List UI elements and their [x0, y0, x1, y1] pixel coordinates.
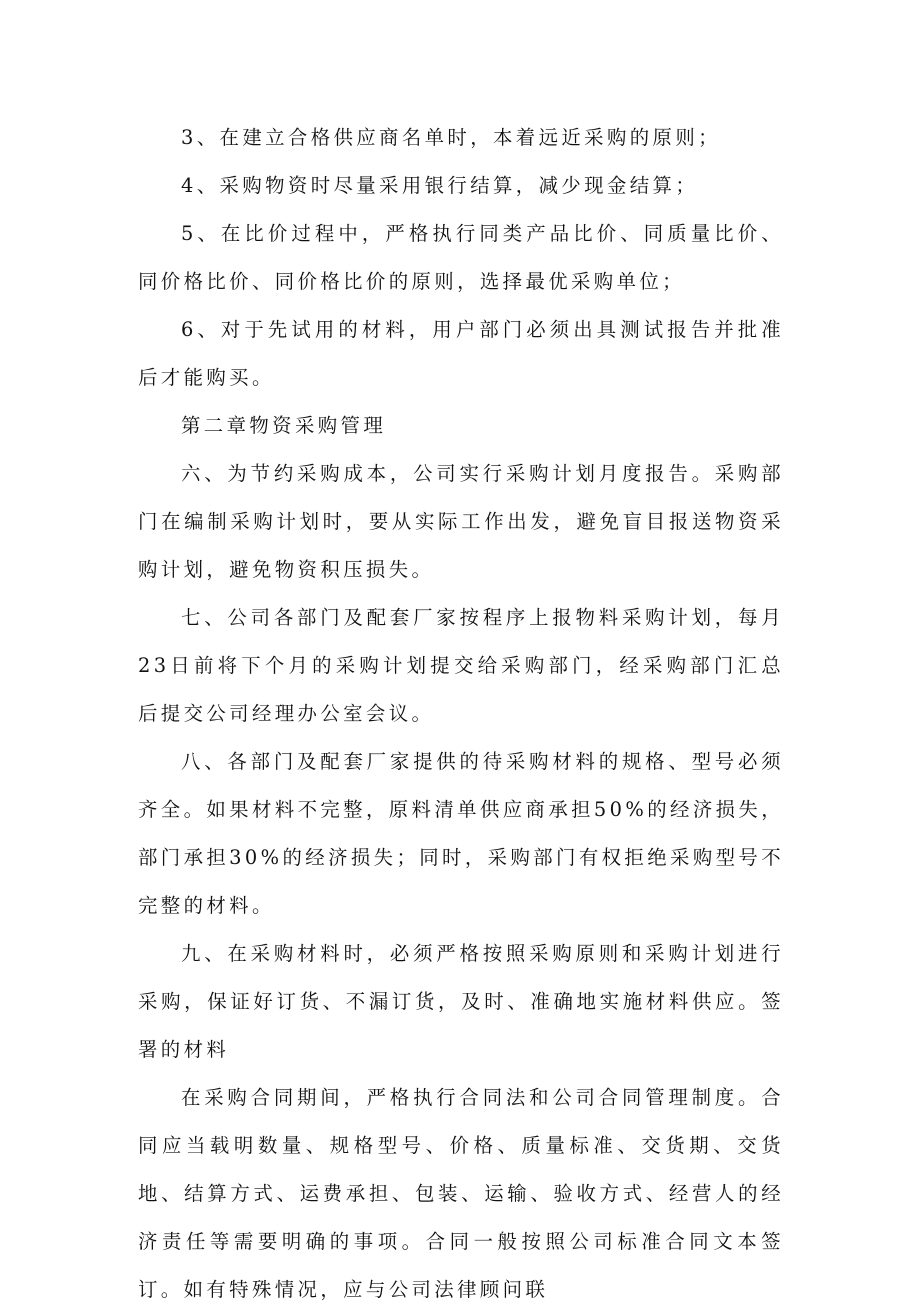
paragraph-item-4: 4、采购物资时尽量采用银行结算，减少现金结算； — [181, 174, 699, 197]
paragraph-contract: 在采购合同期间，严格执行合同法和公司合同管理制度。合同应当载明数量、规格型号、价格、质量标准、交货期、交货地、结算方式、运费承担、包装、运输、验收方式、经营人的经济责任等需要明确的事项。合同一般按照公司标准合同文本签订。如有特殊情况，应与公司法律顾问联 — [138, 1086, 784, 1301]
paragraph-item-6: 6、对于先试用的材料，用户部门必须出具测试报告并批准后才能购买。 — [138, 318, 784, 389]
chapter-heading: 第二章物资采购管理 — [181, 414, 387, 437]
paragraph-section-9: 九、在采购材料时，必须严格按照采购原则和采购计划进行采购，保证好订货、不漏订货，及时、准确地实施材料供应。签署的材料 — [138, 942, 784, 1061]
paragraph-item-5: 5、在比价过程中，严格执行同类产品比价、同质量比价、同价格比价、同价格比价的原则，选择最优采购单位； — [138, 222, 784, 293]
paragraph-item-3: 3、在建立合格供应商名单时，本着远近采购的原则； — [181, 126, 721, 149]
paragraph-section-6: 六、为节约采购成本，公司实行采购计划月度报告。采购部门在编制采购计划时，要从实际工作出发，避免盲目报送物资采购计划，避免物资积压损失。 — [138, 462, 784, 581]
paragraph-section-8: 八、各部门及配套厂家提供的待采购材料的规格、型号必须齐全。如果材料不完整，原料清单供应商承担50%的经济损失，部门承担30%的经济损失；同时，采购部门有权拒绝采购型号不完整的材料。 — [138, 750, 784, 917]
paragraph-section-7: 七、公司各部门及配套厂家按程序上报物料采购计划，每月23日前将下个月的采购计划提交给采购部门，经采购部门汇总后提交公司经理办公室会议。 — [138, 606, 784, 725]
